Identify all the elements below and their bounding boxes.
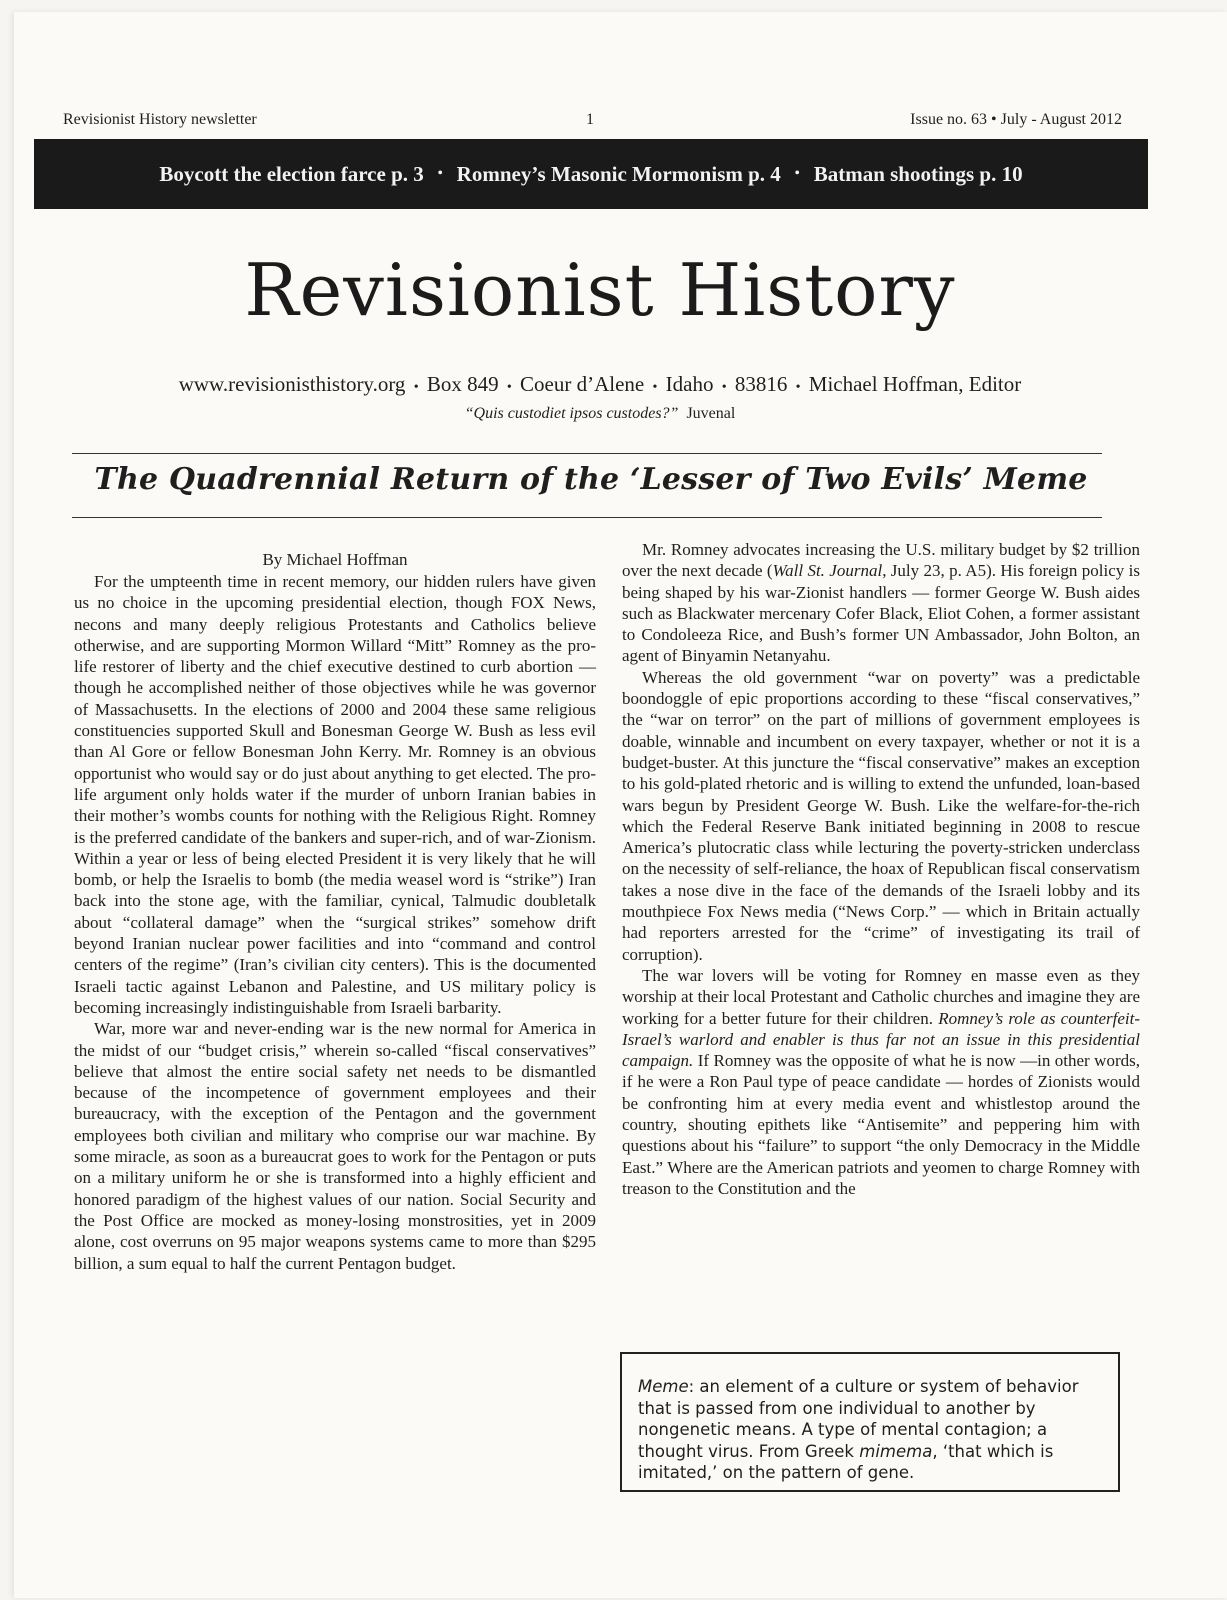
- po-box: Box 849: [426, 372, 499, 396]
- address-line: [0, 372, 1200, 397]
- text-run: The war lovers will be voting for Romney en masse even as they worship at their local Protestant and Catholic churches and imagine they are working for a better future for their children.: [622, 965, 1140, 1028]
- newsletter-name: Revisionist History newsletter: [63, 111, 257, 128]
- editor: Michael Hoffman, Editor: [808, 372, 1022, 396]
- banner-item: Romney’s Masonic Mormonism p. 4: [456, 161, 781, 186]
- banner-item: Batman shootings p. 10: [813, 161, 1023, 186]
- article-headline: The Quadrennial Return of the ‘Lesser of Two Evils’ Meme: [94, 462, 1088, 497]
- headline-rule-bottom: [72, 517, 1102, 518]
- byline: By Michael Hoffman: [262, 550, 408, 569]
- bullet-separator: •: [437, 166, 443, 181]
- text-run: Mr. Romney advocates increasing the U.S. military budget by $2 trillion over the next decade (: [622, 540, 1140, 581]
- website: www.revisionisthistory.org: [178, 372, 406, 396]
- paragraph: War, more war and never-ending war is the new normal for America in the midst of our “budget crisis,” wherein so-called “fiscal conservatives” believe that almost the entire social safety net needs to be dismantled because of the incompetence of government employees and their bureaucracy, with the exception of the Pentagon and the government employees both civilian and military who comprise our war machine. By some miracle, as soon as a bureaucrat goes to work for the Pentagon or puts on a military uniform he or she is transformed into a highly efficient and honored paradigm of the highest values of our nation. Social Security and the Post Office are mocked as money-losing monstrosities, yet in 2009 alone, cost overruns on 95 major weapons systems came to more than $295 billion, a sum equal to half the current Pentagon budget.: [74, 1019, 596, 1273]
- bullet-separator: •: [506, 380, 512, 395]
- issue-info: Issue no. 63 • July - August 2012: [910, 111, 1122, 128]
- bullet-separator: •: [721, 380, 727, 395]
- meme-definition: : an element of a culture or system of behavior that is passed from one individual to another by nongenetic means. A type of mental contagion; a thought virus. From Greek: [638, 1377, 1079, 1461]
- state: Idaho: [665, 372, 714, 396]
- source-citation: Wall St. Journal: [772, 561, 883, 581]
- paragraph: For the umpteenth time in recent memory, our hidden rulers have given us no choice in the upcoming presidential election, though FOX News, necons and many deeply religious Protestants and Catholics believe otherwise, and are supporting Mormon Willard “Mitt” Romney as the pro-life restorer of liberty and the chief executive destined to curb abortion — though he accomplished neither of those objectives while he was governor of Massachusetts. In the elections of 2000 and 2004 these same religious constituencies supported Skull and Bonesman George W. Bush as less evil than Al Gore or fellow Bonesman John Kerry. Mr. Romney is an obvious opportunist who would say or do just about anything to get elected. The pro-life argument only holds water if the murder of unborn Iranian babies in their mother’s wombs counts for nothing with the Religious Right. Romney is the preferred candidate of the bankers and super-rich, and of war-Zionism. Within a year or less of being elected President it is very likely that he will bomb, or help the Israelis to bomb (the media weasel word is “strike”) Iran back into the stone age, with the familiar, cynical, Talmudic doubletalk about “collateral damage” when the “surgical strikes” somehow drift beyond Iranian nuclear power facilities and into “command and control centers of the regime” (Iran’s civilian city centers). This is the documented Israeli tactic against Lebanon and Palestine, and US military policy is becoming increasingly indistinguishable from Israeli barbarity.: [74, 572, 596, 1017]
- bullet-separator: •: [795, 380, 801, 395]
- city: Coeur d’Alene: [520, 372, 645, 396]
- motto-latin: “Quis custodiet ipsos custodes?”: [464, 405, 679, 422]
- page-number: 1: [586, 111, 594, 128]
- text-run: If Romney was the opposite of what he is now —in other words, if he were a Ron Paul type of peace candidate — hordes of Zionists would be confronting him at every media event and whistlestop around the country, shouting epithets like “Antisemite” and peppering him with questions about his “failure” to support “the only Democracy in the Middle East.” Where are the American patriots and yeomen to charge Romney with treason to the Constitution and the: [622, 1051, 1140, 1198]
- meme-definition-box: [620, 1352, 1120, 1492]
- banner-item: Boycott the election farce p. 3: [159, 161, 424, 186]
- bullet-separator: •: [413, 380, 419, 395]
- text-run: , July 23, p. A5). His foreign policy is being shaped by his war-Zionist handlers — former George W. Bush aides such as Blackwater mercenary Cofer Black, Eliot Cohen, a former assistant to Condoleeza Rice, and Bush’s former UN Ambassador, John Bolton, an agent of Binyamin Netanyahu.: [622, 561, 1140, 666]
- meme-term: Meme: [638, 1377, 689, 1396]
- emphasis-text: Romney’s role as counterfeit-Israel’s warlord and enabler is thus far not an issue in this presidential campaign.: [622, 1008, 1140, 1071]
- zip-code: 83816: [734, 372, 788, 396]
- contents-banner: [34, 139, 1148, 209]
- article-column-right: [622, 539, 1140, 1199]
- motto: [0, 405, 1200, 423]
- paragraph: [622, 965, 1140, 1199]
- paragraph: Whereas the old government “war on poverty” was a predictable boondoggle of epic proportions according to these “fiscal conservatives,” the “war on terror” on the part of millions of government employees is doable, winnable and incumbent on every taxpayer, whether or not it is a budget-buster. At this juncture the “fiscal conservative” makes an exception to his gold-plated rhetoric and is willing to extend the unfunded, loan-based wars begun by President George W. Bush. Like the welfare-for-the-rich which the Federal Reserve Bank initiated beginning in 2008 to rescue America’s plutocratic class while lecturing the poverty-stricken underclass on the necessity of self-reliance, the hoax of Republican fiscal conservatism takes a nose dive in the face of the demands of the Israeli lobby and its mouthpiece Fox News media (“News Corp.” — which in Britain actually had reporters arrested for the “crime” of investigating its trail of corruption).: [622, 667, 1140, 964]
- article-column-left: [74, 571, 596, 1274]
- bullet-separator: •: [652, 380, 658, 395]
- masthead-title: Revisionist History: [244, 248, 956, 332]
- bullet-separator: •: [794, 166, 800, 181]
- greek-word: mimema: [859, 1441, 933, 1461]
- meme-definition-end: , ‘that which is imitated,’ on the pattern of gene.: [638, 1441, 1054, 1482]
- motto-author: Juvenal: [686, 405, 736, 422]
- paragraph: [622, 539, 1140, 667]
- headline-rule-top: [72, 453, 1102, 454]
